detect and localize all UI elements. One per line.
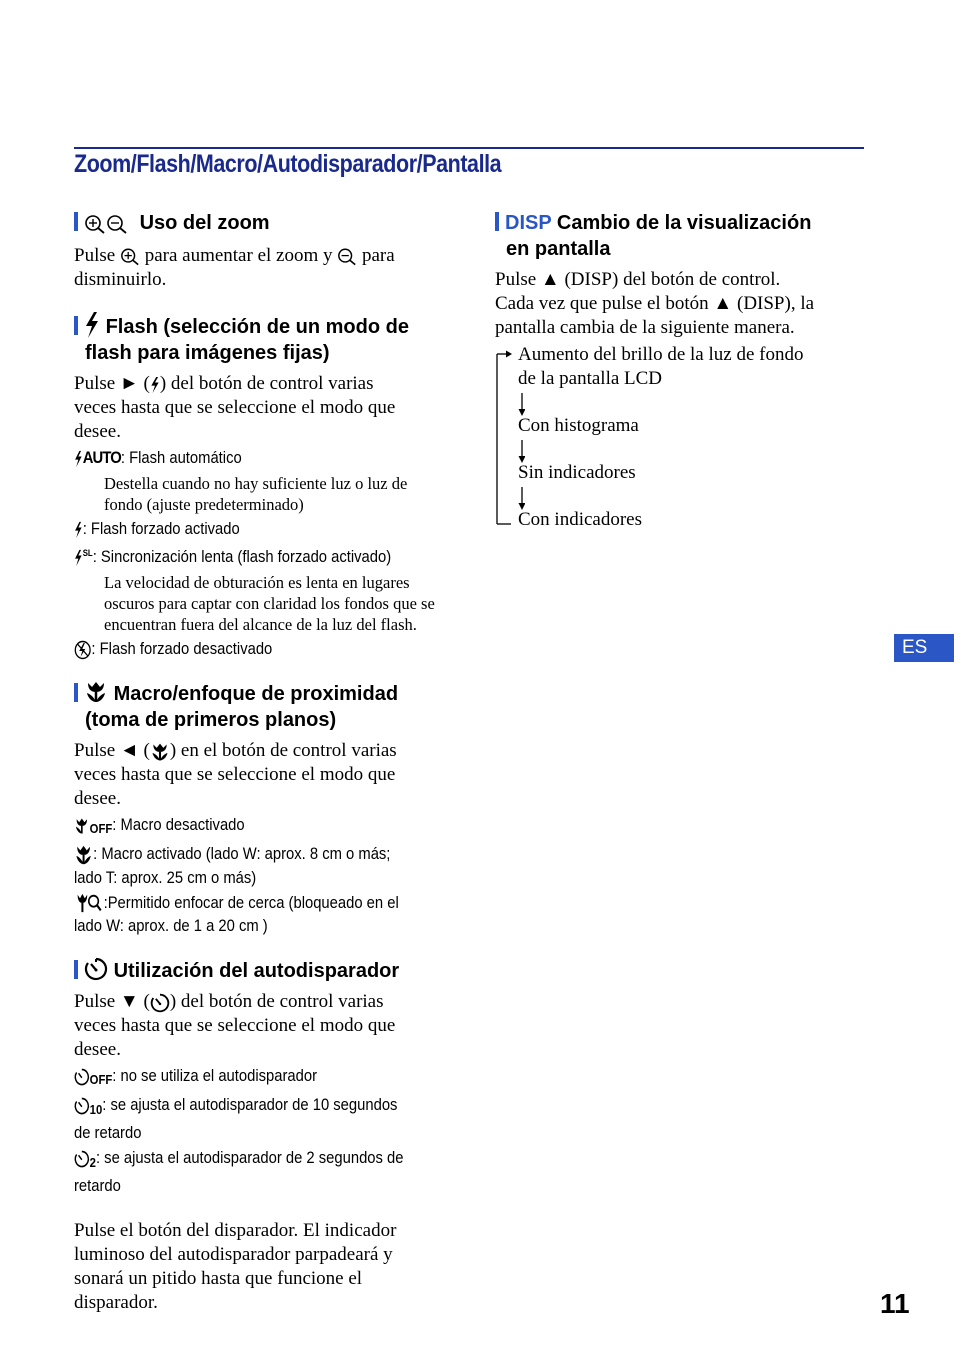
flash-icon	[150, 377, 160, 393]
macro-body-4: desee.	[74, 788, 121, 809]
timer-final-4: disparador.	[74, 1292, 158, 1314]
disp-body-2: Cada vez que pulse el botón ▲ (DISP), la	[495, 293, 815, 314]
flash-body-2: ) del botón de control varias	[159, 373, 374, 394]
flash-forced-on-row	[74, 517, 398, 540]
flash-auto-row	[74, 446, 398, 469]
flow-item-no-indicators: Sin indicadores	[518, 462, 636, 483]
self-timer-2-icon	[74, 1149, 90, 1169]
flash-body-3: veces hasta que se seleccione el modo que	[74, 397, 396, 418]
timer-body-3: veces hasta que se seleccione el modo que	[74, 1015, 396, 1037]
timer-two-label: : se ajusta el autodisparador de 2 segundos de	[95, 1148, 404, 1168]
flow-item-indicators: Con indicadores	[518, 509, 643, 530]
flow-item-backlight-line-2: de la pantalla LCD	[518, 368, 663, 389]
flash-heading-line-1: Flash (selección de un modo de	[105, 316, 409, 338]
timer-off-label: : no se utiliza el autodisparador	[112, 1066, 318, 1086]
macro-close-label: :Permitido enfocar de cerca (bloqueado en el	[103, 892, 399, 912]
macro-body	[74, 739, 446, 811]
heading-bar	[74, 683, 78, 702]
flash-auto-label: : Flash automático	[120, 448, 242, 467]
disp-heading-line-2: en pantalla	[506, 238, 611, 260]
flash-slow-sync-icon-label: SL	[82, 548, 93, 558]
macro-tulip-icon	[150, 742, 170, 762]
macro-heading	[74, 680, 446, 733]
heading-bar	[74, 212, 78, 231]
zoom-out-icon	[106, 214, 128, 234]
flash-forced-on-label: : Flash forzado activado	[82, 519, 240, 538]
flash-auto-desc: Destella cuando no hay suficiente luz o luz de fondo (ajuste predeterminado)	[104, 474, 408, 514]
flash-icon	[84, 312, 100, 338]
zoom-heading	[74, 210, 446, 236]
title-rule	[74, 147, 864, 149]
macro-heading-line-2: (toma de primeros planos)	[85, 709, 337, 731]
zoom-text-4: disminuirlo.	[74, 269, 167, 290]
heading-bar	[74, 960, 78, 979]
zoom-heading-text: Uso del zoom	[139, 212, 270, 234]
timer-two-icon-label: 2	[89, 1155, 96, 1171]
macro-tulip-icon	[84, 680, 108, 704]
flash-slow-sync-row	[74, 542, 398, 568]
flash-slow-sync-icon	[74, 549, 83, 567]
macro-close-label-2: lado W: aprox. de 1 a 20 cm )	[74, 916, 268, 936]
timer-two-label-2: retardo	[74, 1176, 121, 1196]
macro-on-label-2: lado T: aprox. 25 cm o más)	[74, 867, 257, 887]
flash-slow-sync-label: : Sincronización lenta (flash forzado activado)	[92, 547, 392, 566]
language-tab: ES	[894, 634, 954, 662]
flash-auto-icon-label: AUTO	[82, 448, 121, 467]
flash-body-4: desee.	[74, 421, 121, 442]
self-timer-icon	[150, 993, 170, 1013]
page-number: 11	[880, 1288, 910, 1319]
macro-off-icon-label: OFF	[89, 821, 113, 836]
flow-item-histogram: Con histograma	[518, 415, 639, 436]
zoom-out-icon	[337, 247, 357, 266]
left-column	[74, 210, 446, 1315]
self-timer-icon	[84, 957, 108, 981]
flash-auto-icon	[74, 450, 83, 468]
flow-item-backlight-line-1: Aumento del brillo de la luz de fondo	[518, 344, 804, 365]
flash-forced-off-row	[74, 637, 398, 660]
timer-ten-icon-label: 10	[89, 1102, 103, 1118]
flash-body	[74, 372, 446, 444]
macro-body-2: ) en el botón de control varias	[169, 740, 397, 761]
flash-forced-on-icon	[74, 521, 83, 539]
timer-final-3: sonará un pitido hasta que funcione el	[74, 1268, 363, 1290]
flash-forced-off-label: : Flash forzado desactivado	[91, 639, 273, 658]
macro-body-3: veces hasta que se seleccione el modo que	[74, 764, 396, 785]
flash-heading-line-2: flash para imágenes fijas)	[85, 342, 330, 364]
disp-body-1: Pulse ▲ (DISP) del botón de control.	[495, 269, 781, 290]
page-title: Zoom/Flash/Macro/Autodisparador/Pantalla	[74, 150, 502, 178]
timer-ten-label: : se ajusta el autodisparador de 10 segundos	[102, 1095, 398, 1115]
macro-on-icon	[74, 844, 93, 866]
timer-final-2: luminoso del autodisparador parpadeará y	[74, 1244, 393, 1266]
disp-heading	[495, 210, 865, 262]
timer-two-row	[74, 1146, 404, 1197]
self-timer-off-icon	[74, 1067, 90, 1087]
heading-bar	[74, 316, 78, 335]
macro-on-row	[74, 842, 398, 889]
timer-body	[74, 990, 446, 1062]
timer-final	[74, 1219, 446, 1315]
right-column	[495, 210, 865, 535]
flash-off-icon	[74, 640, 91, 660]
macro-body-1: Pulse ◄ (	[74, 740, 150, 761]
flash-heading	[74, 312, 446, 366]
macro-close-focus-icon	[74, 892, 104, 914]
zoom-text	[74, 244, 446, 292]
zoom-text-1: Pulse	[74, 245, 116, 266]
macro-close-row	[74, 891, 398, 938]
disp-flow	[495, 345, 865, 535]
timer-body-4: desee.	[74, 1039, 121, 1061]
timer-final-1: Pulse el botón del disparador. El indicador	[74, 1220, 397, 1242]
zoom-text-3: para	[362, 245, 395, 266]
disp-body-3: pantalla cambia de la siguiente manera.	[495, 317, 795, 338]
self-timer-10-icon	[74, 1096, 90, 1116]
macro-off-icon	[74, 816, 90, 836]
timer-off-icon-label: OFF	[89, 1072, 113, 1088]
timer-body-1: Pulse ▼ (	[74, 991, 150, 1013]
timer-body-2: ) del botón de control varias	[169, 991, 384, 1013]
timer-ten-label-2: de retardo	[74, 1123, 142, 1143]
timer-ten-row	[74, 1093, 398, 1144]
disp-icon-label: DISP	[505, 212, 552, 234]
timer-heading-text: Utilización del autodisparador	[113, 960, 400, 983]
flash-body-1: Pulse ► (	[74, 373, 150, 394]
heading-bar	[495, 212, 499, 231]
macro-off-row	[74, 813, 398, 840]
disp-heading-line-1: Cambio de la visualización	[556, 212, 812, 234]
flash-slow-sync-desc: La velocidad de obturación es lenta en lugares oscuros para captar con claridad los fondos que se encuentran fuera del alcance de la luz del flash.	[104, 573, 435, 634]
flow-item-backlight	[518, 343, 803, 391]
disp-body	[495, 268, 865, 340]
zoom-in-icon	[84, 214, 106, 234]
timer-heading	[74, 957, 446, 984]
timer-off-row	[74, 1064, 398, 1091]
zoom-in-icon	[120, 247, 140, 266]
macro-off-label: : Macro desactivado	[112, 815, 245, 834]
macro-on-label: : Macro activado (lado W: aprox. 8 cm o más;	[93, 844, 391, 863]
zoom-text-2: para aumentar el zoom y	[144, 245, 333, 266]
macro-heading-line-1: Macro/enfoque de proximidad	[113, 683, 399, 705]
